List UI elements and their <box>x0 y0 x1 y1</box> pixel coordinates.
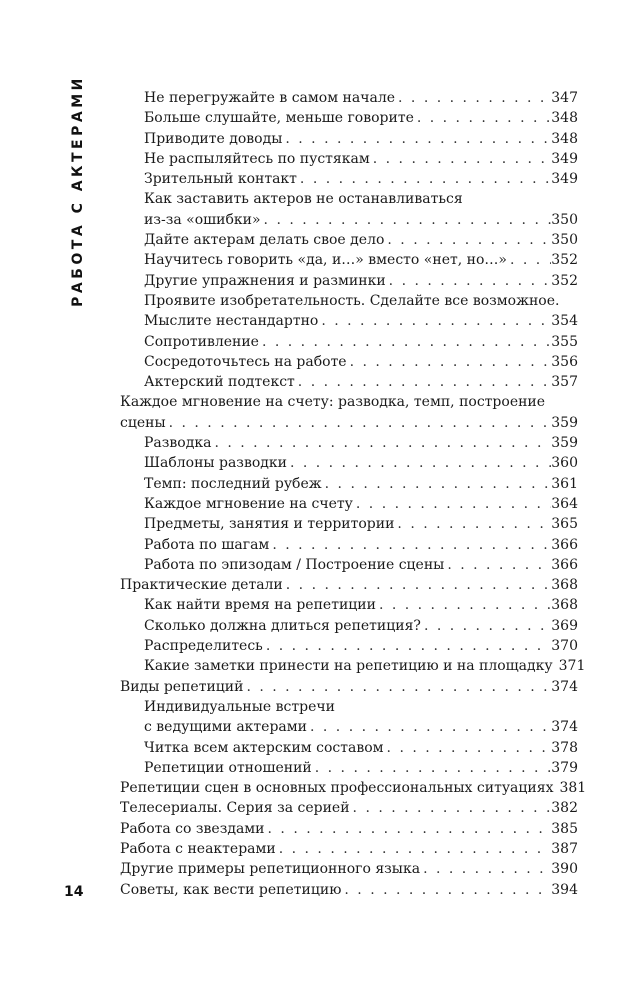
toc-entry-title: Работа со звездами <box>120 820 265 837</box>
dot-leader <box>370 149 552 169</box>
toc-entry <box>120 880 578 900</box>
toc-entry-title: Каждое мгновение на счету: разводка, темп, построение <box>120 394 546 411</box>
toc-entry-title: Сколько должна длиться репетиция? <box>144 617 421 634</box>
toc-entry-page: 357 <box>551 374 578 391</box>
toc-entry <box>120 169 578 189</box>
toc-entry-title: Не перегружайте в самом начале <box>144 90 396 106</box>
toc-entry <box>120 271 578 291</box>
dot-leader <box>421 616 551 636</box>
toc-entry-page: 348 <box>551 130 578 147</box>
toc-entry-title: Индивидуальные встречи <box>144 698 335 715</box>
toc-entry-title: Работа по эпизодам / Построение сцены <box>144 556 445 573</box>
toc-entry <box>120 210 578 230</box>
toc-entry-title: Мыслите нестандартно <box>144 313 319 330</box>
toc-entry-title: Работа с неактерами <box>120 840 276 857</box>
dot-leader <box>384 230 551 250</box>
toc-entry-page: 355 <box>551 333 578 350</box>
dot-leader <box>350 798 552 818</box>
toc-entry-page: 369 <box>551 617 578 634</box>
dot-leader <box>395 88 551 108</box>
toc-entry-title: Какие заметки принести на репетицию и на площадку <box>144 658 553 675</box>
dot-leader <box>318 311 551 331</box>
toc-entry-page: 378 <box>551 739 578 756</box>
toc-entry-title: Как найти время на репетиции <box>144 597 376 614</box>
dot-leader <box>211 433 551 453</box>
toc-entry-title: Научитесь говорить «да, и…» вместо «нет, но…» <box>144 252 507 269</box>
toc-entry-title: Дайте актерам делать свое дело <box>144 232 385 249</box>
toc-entry-title: Другие упражнения и разминки <box>144 272 386 289</box>
dot-leader <box>261 210 552 230</box>
toc-entry-page: 365 <box>551 516 578 533</box>
dot-leader <box>307 717 551 737</box>
toc-entry-page: 348 <box>551 110 578 127</box>
dot-leader <box>263 636 551 656</box>
toc-entry <box>120 555 578 575</box>
toc-entry <box>120 595 578 615</box>
dot-leader <box>295 372 551 392</box>
toc-entry <box>120 636 578 656</box>
toc-entry-title: Темп: последний рубеж <box>144 475 322 492</box>
dot-leader <box>444 555 551 575</box>
toc-entry <box>120 88 578 108</box>
toc-entry-title: Распределитесь <box>144 638 263 655</box>
toc-entry <box>120 656 586 676</box>
toc-entry-page: 374 <box>551 719 578 736</box>
toc-entry-page: 352 <box>551 272 578 289</box>
dot-leader <box>386 271 552 291</box>
toc-entry-page: 390 <box>551 861 578 878</box>
toc-entry <box>120 311 578 331</box>
toc-entry-title: Как заставить актеров не останавливаться <box>144 191 463 208</box>
toc-entry <box>120 129 578 149</box>
toc-entry-page: 366 <box>551 536 578 553</box>
toc-entry <box>120 230 578 250</box>
toc-entry-page: 350 <box>551 211 578 228</box>
toc-entry-title: сцены <box>120 414 166 431</box>
toc-entry <box>120 535 578 555</box>
toc-entry-page: 366 <box>551 556 578 573</box>
toc-entry-page: 370 <box>551 638 578 655</box>
toc-entry <box>120 413 578 433</box>
toc-entry <box>120 433 578 453</box>
dot-leader <box>384 738 552 758</box>
dot-leader <box>347 352 552 372</box>
toc-entry <box>120 758 578 778</box>
toc-entry-title: Не распыляйтесь по пустякам <box>144 150 370 167</box>
toc-entry <box>120 474 578 494</box>
toc-entry-title: Актерский подтекст <box>144 374 295 391</box>
dot-leader <box>276 839 552 859</box>
toc-entry-page: 360 <box>551 455 578 472</box>
toc-entry-page: 349 <box>551 171 578 188</box>
dot-leader <box>265 819 552 839</box>
toc-entry <box>120 291 578 311</box>
toc-entry-page: 359 <box>551 414 578 431</box>
toc-entry-page: 385 <box>551 820 578 837</box>
toc-entry <box>120 717 578 737</box>
toc-entry <box>120 677 578 697</box>
toc-entry <box>120 575 578 595</box>
dot-leader <box>394 514 551 534</box>
toc-entry <box>120 738 578 758</box>
dot-leader <box>414 108 551 128</box>
toc-entry-page: 374 <box>551 678 578 695</box>
toc-entry-title: Проявите изобретательность. Сделайте все возможное. <box>144 292 560 309</box>
dot-leader <box>283 575 552 595</box>
toc-entry-title: Практические детали <box>120 577 283 594</box>
toc-entry-title: Приводите доводы <box>144 130 283 147</box>
dot-leader <box>259 332 551 352</box>
toc-entry-page: 350 <box>551 232 578 249</box>
toc-entry <box>120 392 578 412</box>
toc-entry <box>120 859 578 879</box>
dot-leader <box>243 677 551 697</box>
toc-entry-title: Предметы, занятия и территории <box>144 516 395 533</box>
toc-entry <box>120 149 578 169</box>
toc-entry <box>120 108 578 128</box>
dot-leader <box>297 169 551 189</box>
toc-entry <box>120 250 578 270</box>
toc-entry-page: 356 <box>551 353 578 370</box>
toc-entry-page: 361 <box>551 475 578 492</box>
toc-entry <box>120 819 578 839</box>
toc-entry <box>120 372 578 392</box>
page-number: 14 <box>64 884 84 900</box>
toc-entry-title: с ведущими актерами <box>144 719 307 736</box>
toc-entry <box>120 697 578 717</box>
dot-leader <box>287 453 551 473</box>
toc-entry <box>120 839 578 859</box>
dot-leader <box>312 758 552 778</box>
dot-leader <box>322 474 552 494</box>
dot-leader <box>420 859 551 879</box>
dot-leader <box>341 880 551 900</box>
toc-entry-page: 347 <box>551 90 578 106</box>
toc-entry-title: Другие примеры репетиционного языка <box>120 861 421 878</box>
toc-entry-page: 371 <box>558 658 586 675</box>
toc-entry-page: 368 <box>551 577 578 594</box>
toc-entry-page: 381 <box>559 780 587 797</box>
toc-entry-title: Сосредоточьтесь на работе <box>144 353 347 370</box>
toc-entry-page: 382 <box>551 800 578 817</box>
toc-entry-title: Советы, как вести репетицию <box>120 881 342 898</box>
dot-leader <box>282 129 551 149</box>
toc-entry-page: 368 <box>551 597 578 614</box>
dot-leader <box>507 250 551 270</box>
toc-entry-page: 349 <box>551 150 578 167</box>
toc-entry-title: Каждое мгновение на счету <box>144 495 353 512</box>
dot-leader <box>269 535 551 555</box>
toc-entry-title: Работа по шагам <box>144 536 270 553</box>
dot-leader <box>376 595 551 615</box>
toc-entry <box>120 616 578 636</box>
toc-entry-page: 352 <box>551 252 578 269</box>
toc-entry <box>120 352 578 372</box>
toc-entry-page: 394 <box>551 881 578 898</box>
toc-entry-title: Репетиции отношений <box>144 759 312 776</box>
toc-entry-title: Больше слушайте, меньше говорите <box>144 110 414 127</box>
toc-entry-title: из-за «ошибки» <box>144 211 261 228</box>
running-section-title <box>58 75 98 307</box>
toc-entry-title: Телесериалы. Серия за серией <box>120 800 350 817</box>
table-of-contents <box>120 88 587 900</box>
toc-entry-title: Виды репетиций <box>120 678 244 695</box>
toc-entry-title: Сопротивление <box>144 333 259 350</box>
toc-entry <box>120 332 578 352</box>
toc-entry <box>120 453 578 473</box>
toc-entry <box>120 494 578 514</box>
toc-entry-title: Зрительный контакт <box>144 171 297 188</box>
toc-entry <box>120 798 578 818</box>
toc-entry-page: 364 <box>551 495 578 512</box>
toc-entry-page: 359 <box>551 435 578 452</box>
toc-entry <box>120 778 587 798</box>
dot-leader <box>353 494 551 514</box>
toc-entry-title: Репетиции сцен в основных профессиональных ситуациях <box>120 780 554 797</box>
dot-leader <box>166 413 552 433</box>
toc-entry-title: Шаблоны разводки <box>144 455 287 472</box>
toc-entry-page: 354 <box>551 313 578 330</box>
toc-entry <box>120 514 578 534</box>
toc-entry-title: Читка всем актерским составом <box>144 739 384 756</box>
toc-entry-page: 387 <box>551 840 578 857</box>
section-title-text: РАБОТА С АКТЕРАМИ <box>70 75 86 307</box>
toc-entry <box>120 189 578 209</box>
toc-entry-page: 379 <box>551 759 578 776</box>
toc-entry-title: Разводка <box>144 435 212 452</box>
